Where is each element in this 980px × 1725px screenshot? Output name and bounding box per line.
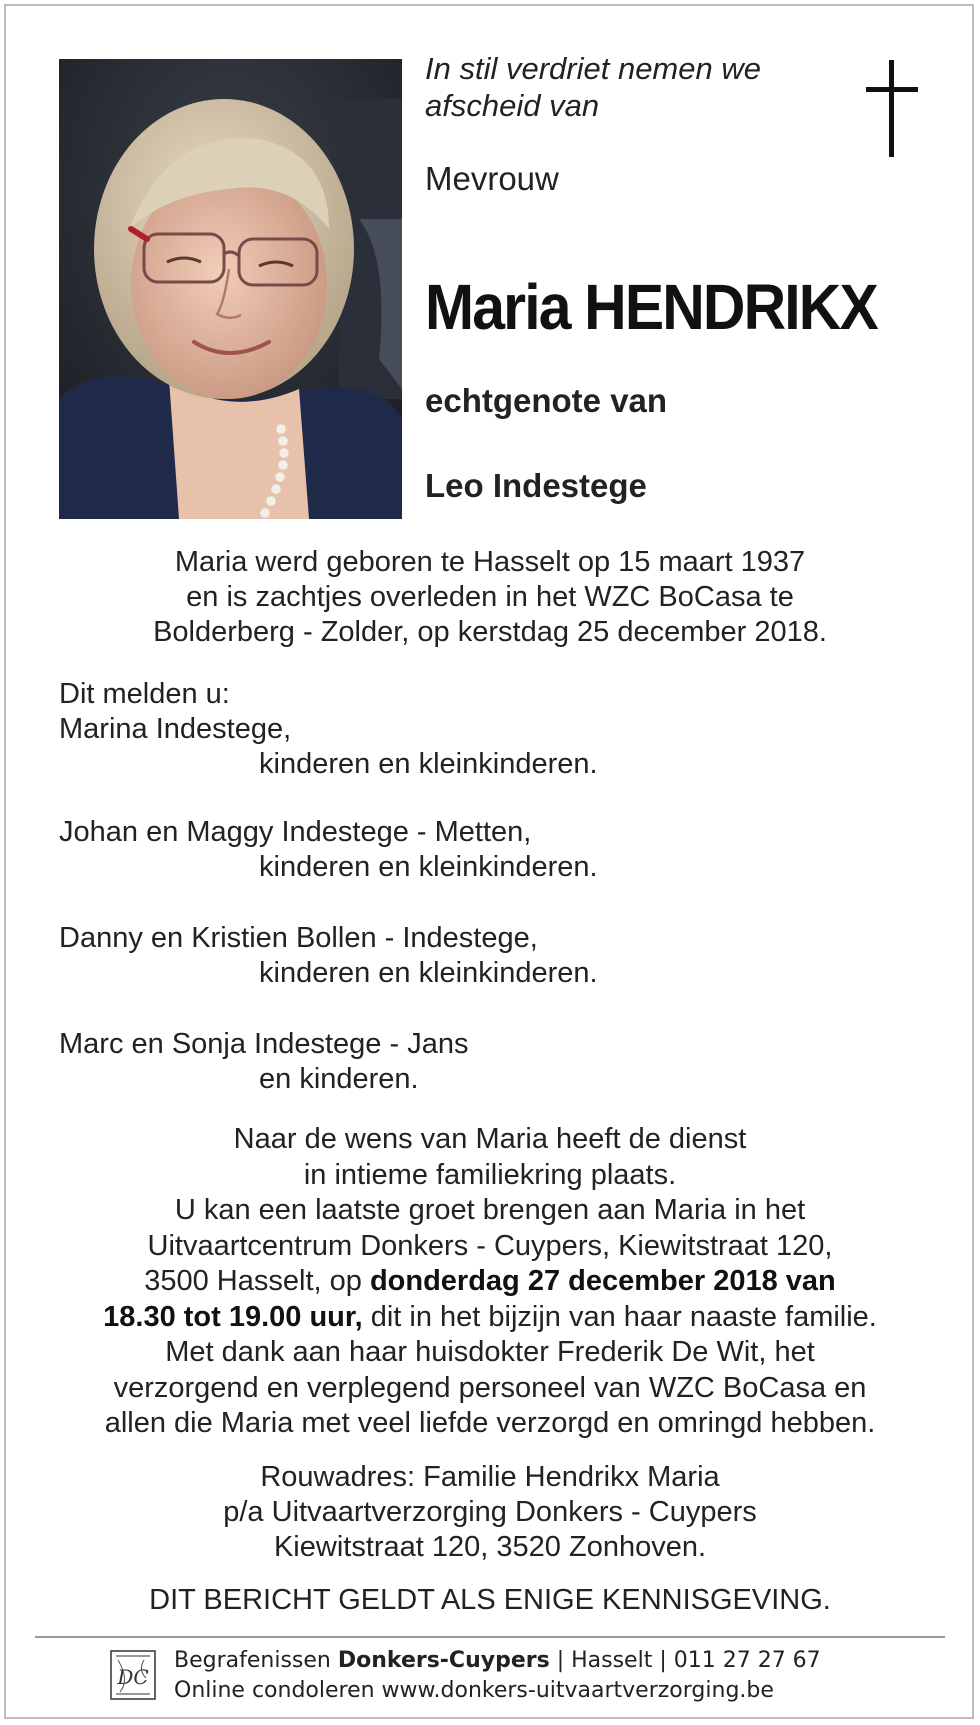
address-line: p/a Uitvaartverzorging Donkers - Cuypers bbox=[223, 1496, 757, 1528]
family-name: Marc en Sonja Indestege - Jans bbox=[59, 1028, 469, 1060]
family-entry bbox=[59, 1027, 468, 1097]
birth-line: en is zachtjes overleden in het WZC BoCasa te bbox=[186, 581, 794, 613]
service-text-part: dit in het bijzijn van haar naaste familie. bbox=[362, 1300, 877, 1333]
svg-text:DC: DC bbox=[117, 1665, 149, 1689]
announce-block bbox=[59, 677, 598, 782]
intro-line: In stil verdriet nemen we bbox=[425, 51, 761, 86]
birth-line: Maria werd geboren te Hasselt op 15 maart 1937 bbox=[174, 546, 806, 578]
family-suffix: kinderen en kleinkinderen. bbox=[259, 851, 598, 883]
family-name: Johan en Maggy Indestege - Metten, bbox=[59, 816, 532, 848]
service-line: in intieme familiekring plaats. bbox=[303, 1158, 677, 1191]
service-datetime: donderdag 27 december 2018 van bbox=[369, 1265, 836, 1297]
title-word: Mevrouw bbox=[425, 160, 559, 197]
notice-text: DIT BERICHT GELDT ALS ENIGE KENNISGEVING. bbox=[149, 1584, 831, 1616]
service-line: Naar de wens van Maria heeft de dienst bbox=[233, 1123, 747, 1155]
family-entry bbox=[59, 921, 598, 991]
service-line bbox=[40, 1264, 940, 1300]
service-line: Met dank aan haar huisdokter Frederik De Wit, het bbox=[165, 1336, 815, 1368]
announce-heading: Dit melden u: bbox=[59, 678, 230, 710]
birth-death-text bbox=[40, 545, 940, 650]
intro-line: afscheid van bbox=[425, 88, 600, 123]
deceased-name: Maria HENDRIKX bbox=[425, 271, 877, 343]
family-suffix: en kinderen. bbox=[259, 1063, 419, 1095]
spouse-label: echtgenote van bbox=[425, 382, 668, 419]
service-time: 18.30 tot 19.00 uur, bbox=[103, 1300, 363, 1333]
service-line: U kan een laatste groet brengen aan Maria in het bbox=[174, 1194, 806, 1226]
portrait-photo bbox=[59, 59, 402, 519]
mourning-address bbox=[40, 1460, 940, 1565]
service-line: verzorgend en verplegend personeel van WZC BoCasa en bbox=[113, 1371, 867, 1404]
footer-company: Donkers-Cuypers bbox=[337, 1648, 550, 1673]
footer-text bbox=[174, 1646, 821, 1706]
footer-contact-line bbox=[174, 1646, 821, 1676]
cross-icon bbox=[862, 60, 922, 160]
footer-city-phone: | Hasselt | 011 27 27 67 bbox=[549, 1648, 821, 1673]
spouse-name: Leo Indestege bbox=[425, 467, 647, 504]
service-line: Uitvaartcentrum Donkers - Cuypers, Kiewitstraat 120, bbox=[147, 1229, 833, 1262]
family-suffix: kinderen en kleinkinderen. bbox=[259, 957, 598, 989]
service-text-part: 3500 Hasselt, op bbox=[144, 1265, 370, 1297]
footer-prefix: Begrafenissen bbox=[174, 1648, 338, 1673]
family-name: Danny en Kristien Bollen - Indestege, bbox=[59, 922, 538, 954]
family-entry bbox=[59, 815, 598, 885]
service-text bbox=[40, 1122, 940, 1442]
intro-text bbox=[425, 50, 845, 124]
service-line: allen die Maria met veel liefde verzorgd en omringd hebben. bbox=[104, 1407, 876, 1439]
footer-divider bbox=[35, 1636, 945, 1638]
birth-line: Bolderberg - Zolder, op kerstdag 25 december 2018. bbox=[153, 616, 827, 648]
address-line: Kiewitstraat 120, 3520 Zonhoven. bbox=[273, 1531, 707, 1563]
address-line: Rouwadres: Familie Hendrikx Maria bbox=[260, 1461, 720, 1493]
family-name: Marina Indestege, bbox=[59, 713, 292, 745]
funeral-home-logo-icon bbox=[110, 1650, 156, 1700]
service-line bbox=[40, 1300, 940, 1336]
family-suffix: kinderen en kleinkinderen. bbox=[259, 748, 598, 780]
footer-website[interactable]: Online condoleren www.donkers-uitvaartverzorging.be bbox=[174, 1678, 774, 1703]
